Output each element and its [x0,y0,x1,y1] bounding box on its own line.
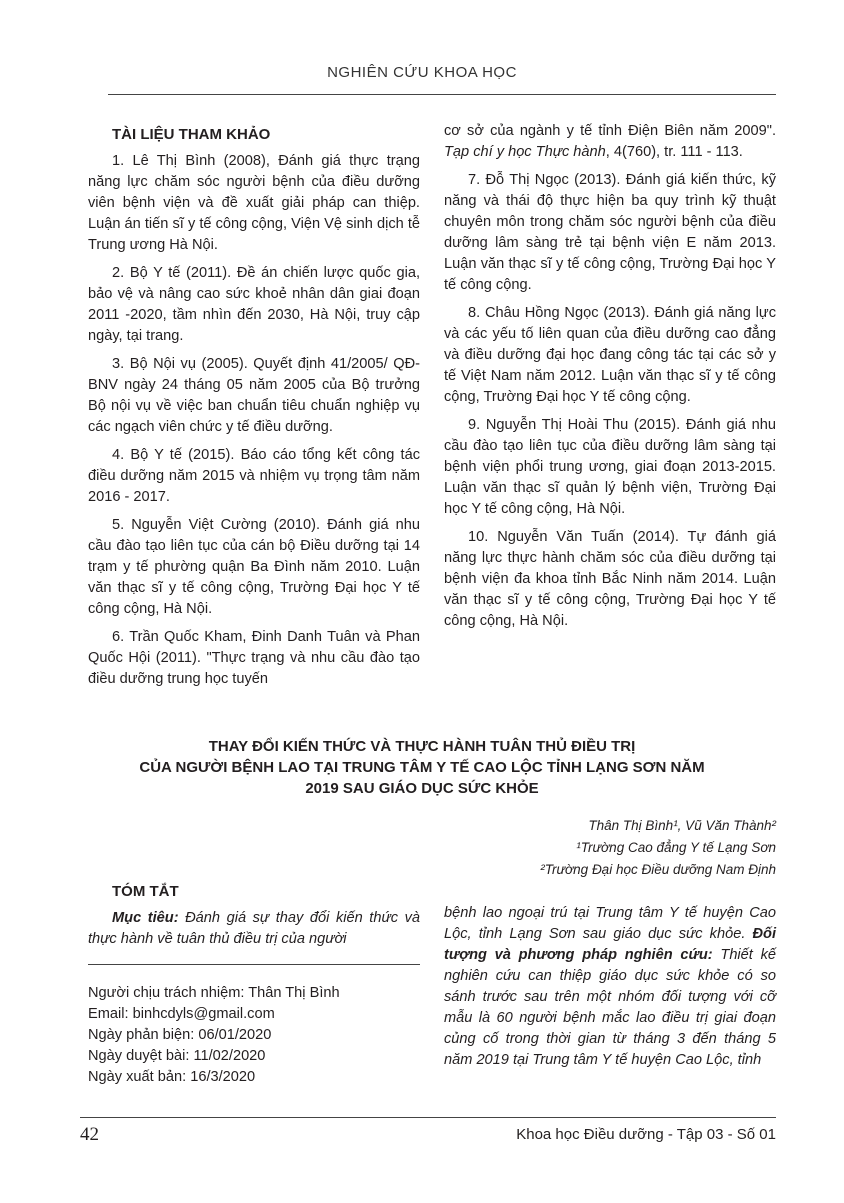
reference-item: 6. Trần Quốc Kham, Đinh Danh Tuân và Phan Quốc Hội (2011). "Thực trạng và nhu cầu đào tạo điều dưỡng trung học tuyến [88,629,420,687]
responsible-author: Người chịu trách nhiệm: Thân Thị Bình [88,985,340,1001]
header-divider [108,94,776,95]
authors-block [540,815,776,881]
reference-item: 3. Bộ Nội vụ (2005). Quyết định 41/2005/ QĐ-BNV ngày 24 tháng 05 năm 2005 của Bộ trưởng Bộ nội vụ về việc ban chuẩn tiêu chuẩn nghiệp vụ các ngạch viên chức y tế điều dưỡng. [88,356,420,435]
methods-text: Thiết kế nghiên cứu can thiệp giáo dục sức khỏe có so sánh trước sau trên một nhóm đối tượng với cỡ mẫu là 60 người bệnh mắc lao điều trị giai đoạn củng cố trong thời gian từ tháng 3 đến tháng 5 năm 2019 tại Trung tâm Y tế huyện Cao Lộc, tỉnh [444,947,776,1068]
reference-continuation-tail: , 4(760), tr. 111 - 113. [605,144,743,160]
reference-continuation-text: cơ sở của ngành y tế tỉnh Điện Biên năm 2009". [444,123,776,139]
summary-left-column [88,878,420,957]
reference-item: 7. Đỗ Thị Ngọc (2013). Đánh giá kiến thức, kỹ năng và thái độ thực hiện ba quy trình kỹ thuật chuyên môn trong chăm sóc người bệnh của điều dưỡng lâm sàng trẻ tại bệnh viện E năm 2013. Luận văn thạc sĩ y tế công cộng, Trường Đại học Y tế công cộng. [444,172,776,293]
author-names: Thân Thị Bình¹, Vũ Văn Thành² [588,818,776,833]
journal-name: Tạp chí y học Thực hành [444,144,606,160]
approved-date: Ngày duyệt bài: 11/02/2020 [88,1048,266,1064]
reference-item: 9. Nguyễn Thị Hoài Thu (2015). Đánh giá nhu cầu đào tạo liên tục của điều dưỡng lâm sàng tại bệnh viện phổi trung ương, giai đoạn 2013-2015. Luận văn thạc sĩ quản lý bệnh viện, Trường Đại học Y tế công cộng, Hà Nội. [444,417,776,517]
reference-continuation [444,121,776,163]
summary-right-column [444,903,776,1078]
section-header: NGHIÊN CỨU KHOA HỌC [327,64,517,81]
article-info-divider [88,964,420,965]
publish-date: Ngày xuất bản: 16/3/2020 [88,1069,256,1085]
article-title-line: 2019 SAU GIÁO DỤC SỨC KHỎE [305,780,539,797]
objective-label: Mục tiêu: [112,910,179,926]
article-title-line: CỦA NGƯỜI BỆNH LAO TẠI TRUNG TÂM Y TẾ CAO LỘC TỈNH LẠNG SƠN NĂM [139,759,705,776]
contact-email: Email: binhcdyls@gmail.com [88,1006,275,1022]
reference-item: 10. Nguyễn Văn Tuấn (2014). Tự đánh giá năng lực thực hành chăm sóc của điều dưỡng tại bệnh viện đa khoa tỉnh Bắc Ninh năm 2014. Luận văn thạc sĩ y tế công cộng, Trường Đại học Y tế công cộng, Hà Nội. [444,529,776,629]
summary-continuation [444,903,776,1071]
article-title [90,736,754,799]
methods-label: Đối tượng và phương pháp nghiên cứu: [444,926,776,963]
references-heading: TÀI LIỆU THAM KHẢO [112,126,271,143]
reference-item: 8. Châu Hồng Ngọc (2013). Đánh giá năng lực và các yếu tố liên quan của điều dưỡng cao đẳng và điều dưỡng đại học đang công tác tại các sở y tế Việt Nam năm 2012. Luận văn thạc sĩ y tế công cộng, Trường Đại học Y tế công cộng. [444,305,776,405]
article-info [88,983,428,1088]
article-title-line: THAY ĐỔI KIẾN THỨC VÀ THỰC HÀNH TUÂN THỦ ĐIỀU TRỊ [208,738,636,755]
reference-item: 4. Bộ Y tế (2015). Báo cáo tổng kết công tác điều dưỡng năm 2015 và nhiệm vụ trọng tâm năm 2016 - 2017. [88,447,420,505]
page-number: 42 [80,1124,99,1145]
references-left-column [88,121,420,697]
reference-item: 1. Lê Thị Bình (2008), Đánh giá thực trạng năng lực chăm sóc người bệnh của điều dưỡng viên bệnh viện và đề xuất giải pháp can thiệp. Luận án tiến sĩ y tế công cộng, Viện Vệ sinh dịch tễ Trung ương Hà Nội. [88,153,420,253]
review-date: Ngày phản biện: 06/01/2020 [88,1027,272,1043]
summary-objective [88,908,420,950]
reference-item: 2. Bộ Y tế (2011). Đề án chiến lược quốc gia, bảo vệ và nâng cao sức khoẻ nhân dân giai đoạn 2011 -2020, tầm nhìn đến 2030, Hà Nội, truy cập ngày, tại trang. [88,265,420,344]
affiliation: ¹Trường Cao đẳng Y tế Lạng Sơn [576,840,776,855]
affiliation: ²Trường Đại học Điều dưỡng Nam Định [540,862,776,877]
summary-text: bệnh lao ngoại trú tại Trung tâm Y tế huyện Cao Lộc, tỉnh Lạng Sơn sau giáo dục sức khỏe. [444,905,776,942]
summary-heading: TÓM TẮT [112,883,179,900]
footer-divider [80,1117,776,1118]
references-right-column [444,121,776,639]
reference-item: 5. Nguyễn Việt Cường (2010). Đánh giá nhu cầu đào tạo liên tục của cán bộ Điều dưỡng tại 14 trạm y tế phường quận Ba Đình năm 2010. Luận văn thạc sĩ y tế công cộng, Trường Đại học Y tế công cộng, Hà Nội. [88,517,420,617]
journal-info: Khoa học Điều dưỡng - Tập 03 - Số 01 [516,1126,776,1143]
objective-text: Đánh giá sự thay đổi kiến thức và thực hành về tuân thủ điều trị của người [88,910,420,947]
